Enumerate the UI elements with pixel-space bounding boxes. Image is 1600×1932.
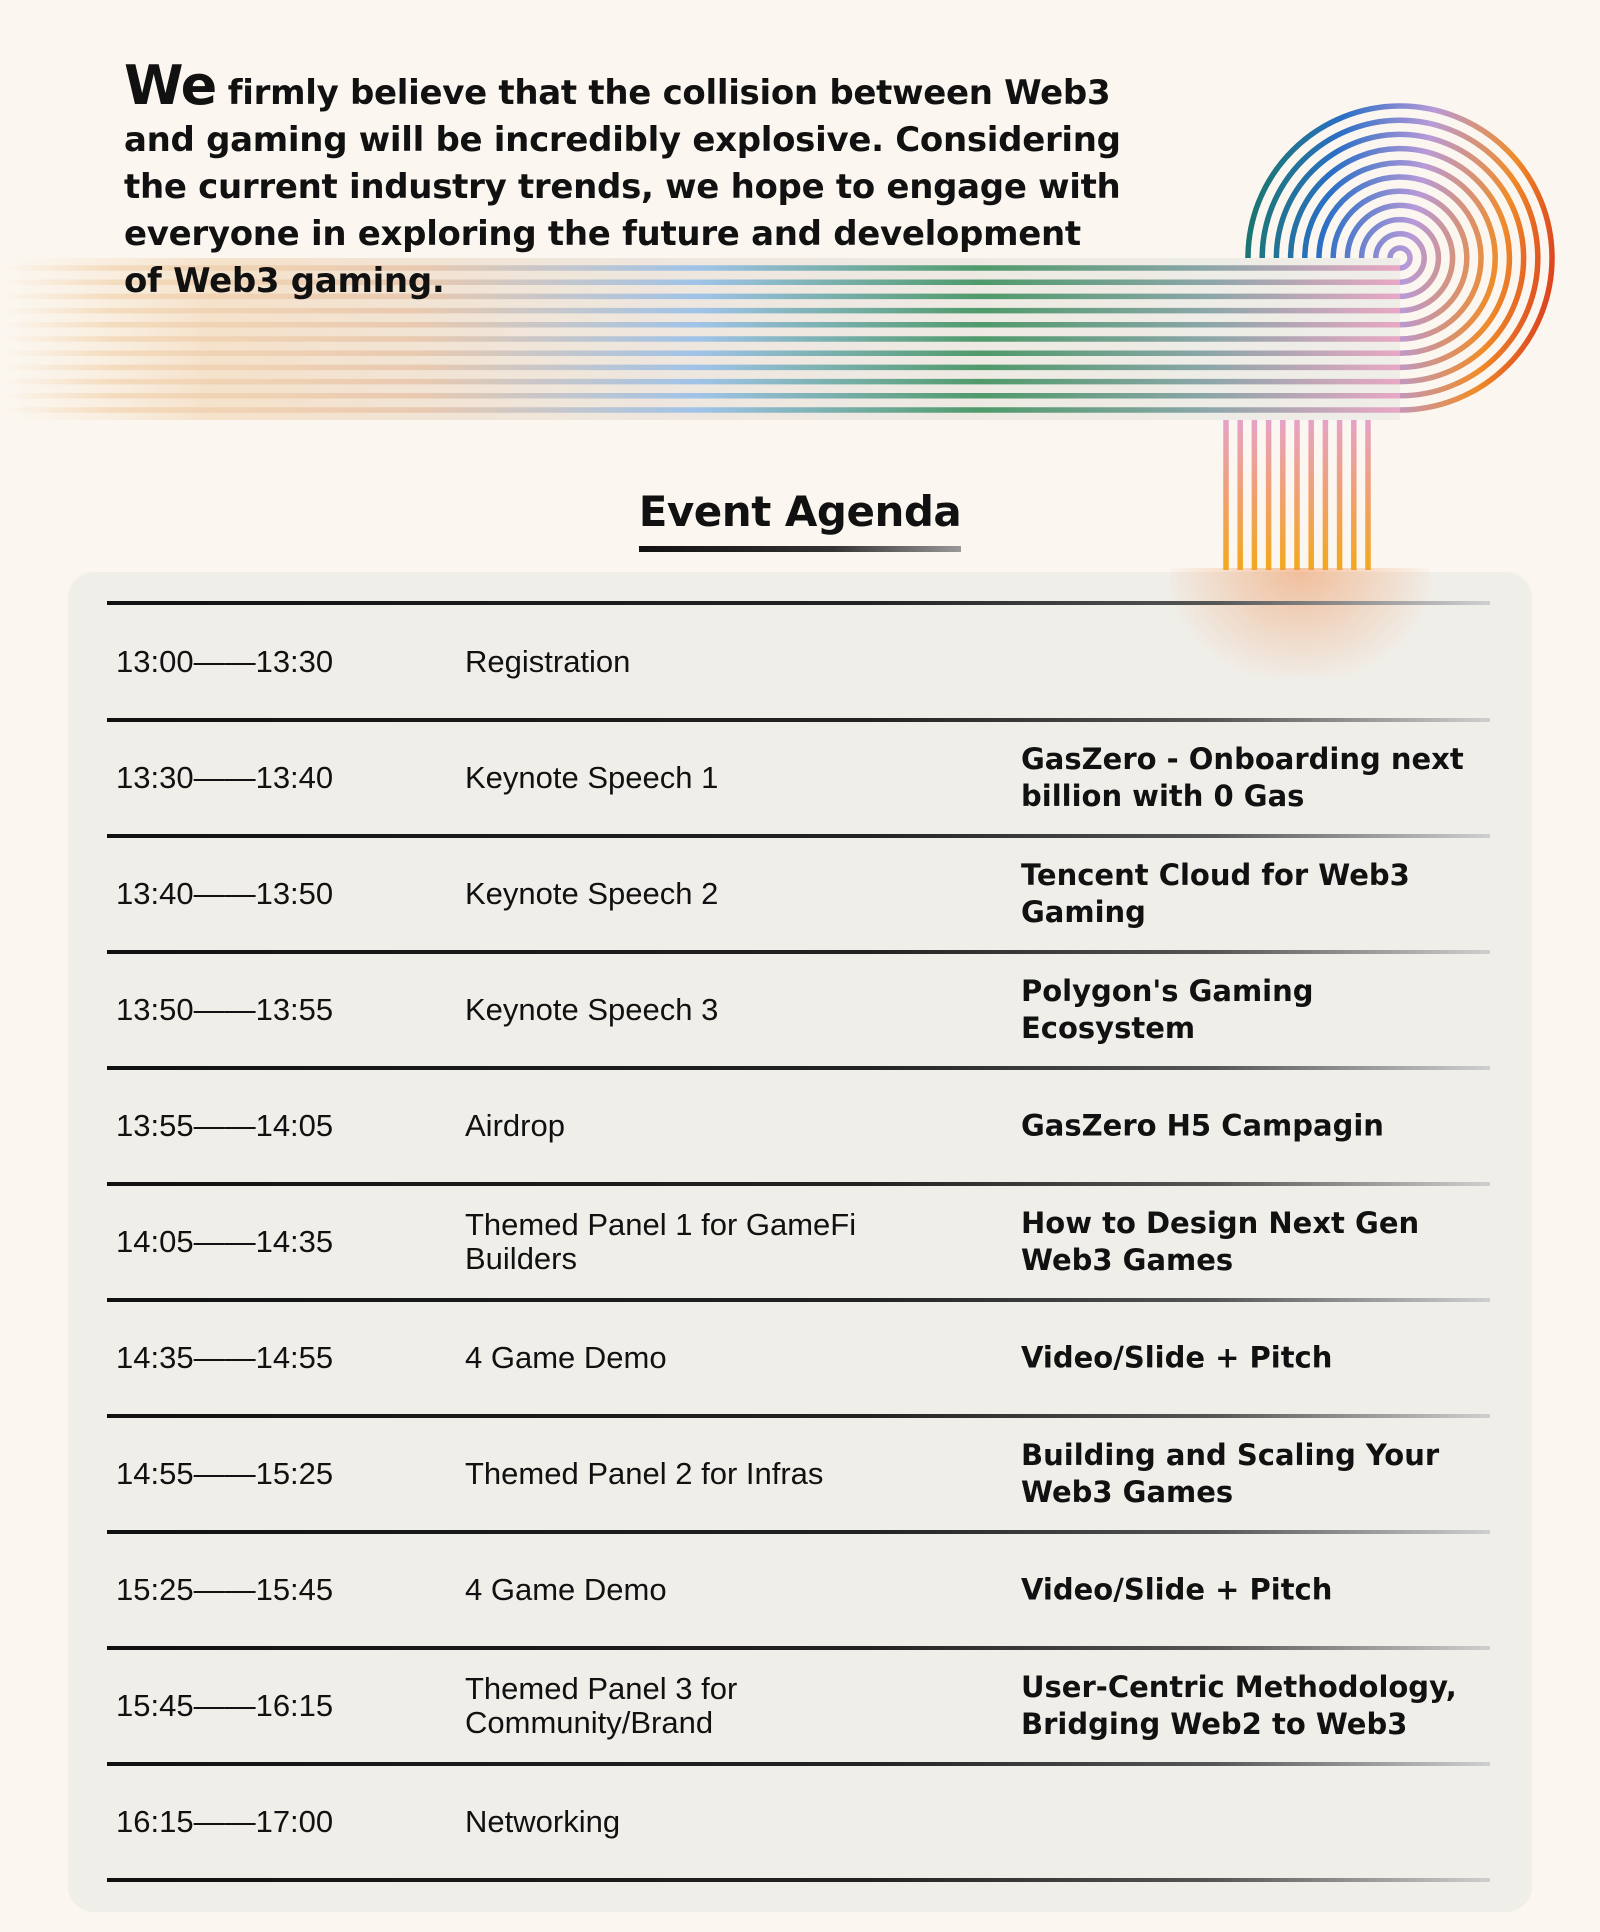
agenda-topic: How to Design Next Gen Web3 Games [1021,1206,1420,1277]
agenda-item: Keynote Speech 3 [465,992,719,1027]
agenda-row [107,1418,1490,1530]
agenda-table [107,601,1490,1882]
agenda-item: Networking [465,1804,621,1839]
agenda-title-wrap [0,487,1600,552]
agenda-row [107,1766,1490,1878]
agenda-topic: Building and Scaling Your Web3 Games [1021,1438,1440,1509]
agenda-time: 13:00——13:30 [116,643,334,679]
intro-statement [124,54,1124,305]
agenda-item: 4 Game Demo [465,1572,667,1607]
agenda-row [107,1070,1490,1182]
agenda-row [107,605,1490,718]
agenda-time: 16:15——17:00 [116,1804,334,1839]
intro-lead: We [124,54,217,117]
agenda-item: Keynote Speech 2 [465,876,719,911]
agenda-topic: GasZero - Onboarding next billion with 0 Gas [1021,742,1464,813]
agenda-time: 13:30——13:40 [116,760,334,795]
agenda-row [107,722,1490,834]
agenda-row [107,1534,1490,1646]
agenda-item: 4 Game Demo [465,1340,667,1375]
agenda-item: Themed Panel 3 for Community/Brand [465,1671,738,1740]
agenda-time: 14:05——14:35 [116,1224,334,1259]
agenda-topic: Polygon's Gaming Ecosystem [1021,974,1314,1045]
agenda-item: Airdrop [465,1108,565,1143]
agenda-time: 15:25——15:45 [116,1572,334,1607]
agenda-row [107,1186,1490,1298]
agenda-item: Themed Panel 2 for Infras [465,1456,824,1491]
agenda-item: Keynote Speech 1 [465,760,719,795]
agenda-time: 13:55——14:05 [116,1108,334,1143]
agenda-topic: GasZero H5 Campagin [1021,1108,1384,1143]
agenda-time: 14:35——14:55 [116,1340,334,1375]
agenda-time: 14:55——15:25 [116,1456,334,1491]
agenda-item: Registration [465,643,631,679]
agenda-row [107,954,1490,1066]
row-divider [107,1878,1490,1882]
agenda-topic: Tencent Cloud for Web3 Gaming [1021,858,1410,929]
agenda-row [107,1650,1490,1762]
agenda-topic: Video/Slide + Pitch [1021,1340,1333,1375]
agenda-topic: User-Centric Methodology, Bridging Web2 to Web3 [1021,1670,1457,1741]
agenda-item: Themed Panel 1 for GameFi Builders [465,1207,857,1276]
agenda-time: 13:50——13:55 [116,992,334,1027]
agenda-time: 13:40——13:50 [116,876,334,911]
intro-text: firmly believe that the collision between Web3 and gaming will be incredibly explosive. Considering the current industry trends, we hope to engage with everyone in exploring the future and development of Web3 gaming. [124,73,1121,301]
agenda-row [107,838,1490,950]
agenda-topic: Video/Slide + Pitch [1021,1572,1333,1607]
agenda-time: 15:45——16:15 [116,1688,334,1723]
agenda-row [107,1302,1490,1414]
agenda-title: Event Agenda [638,487,962,536]
